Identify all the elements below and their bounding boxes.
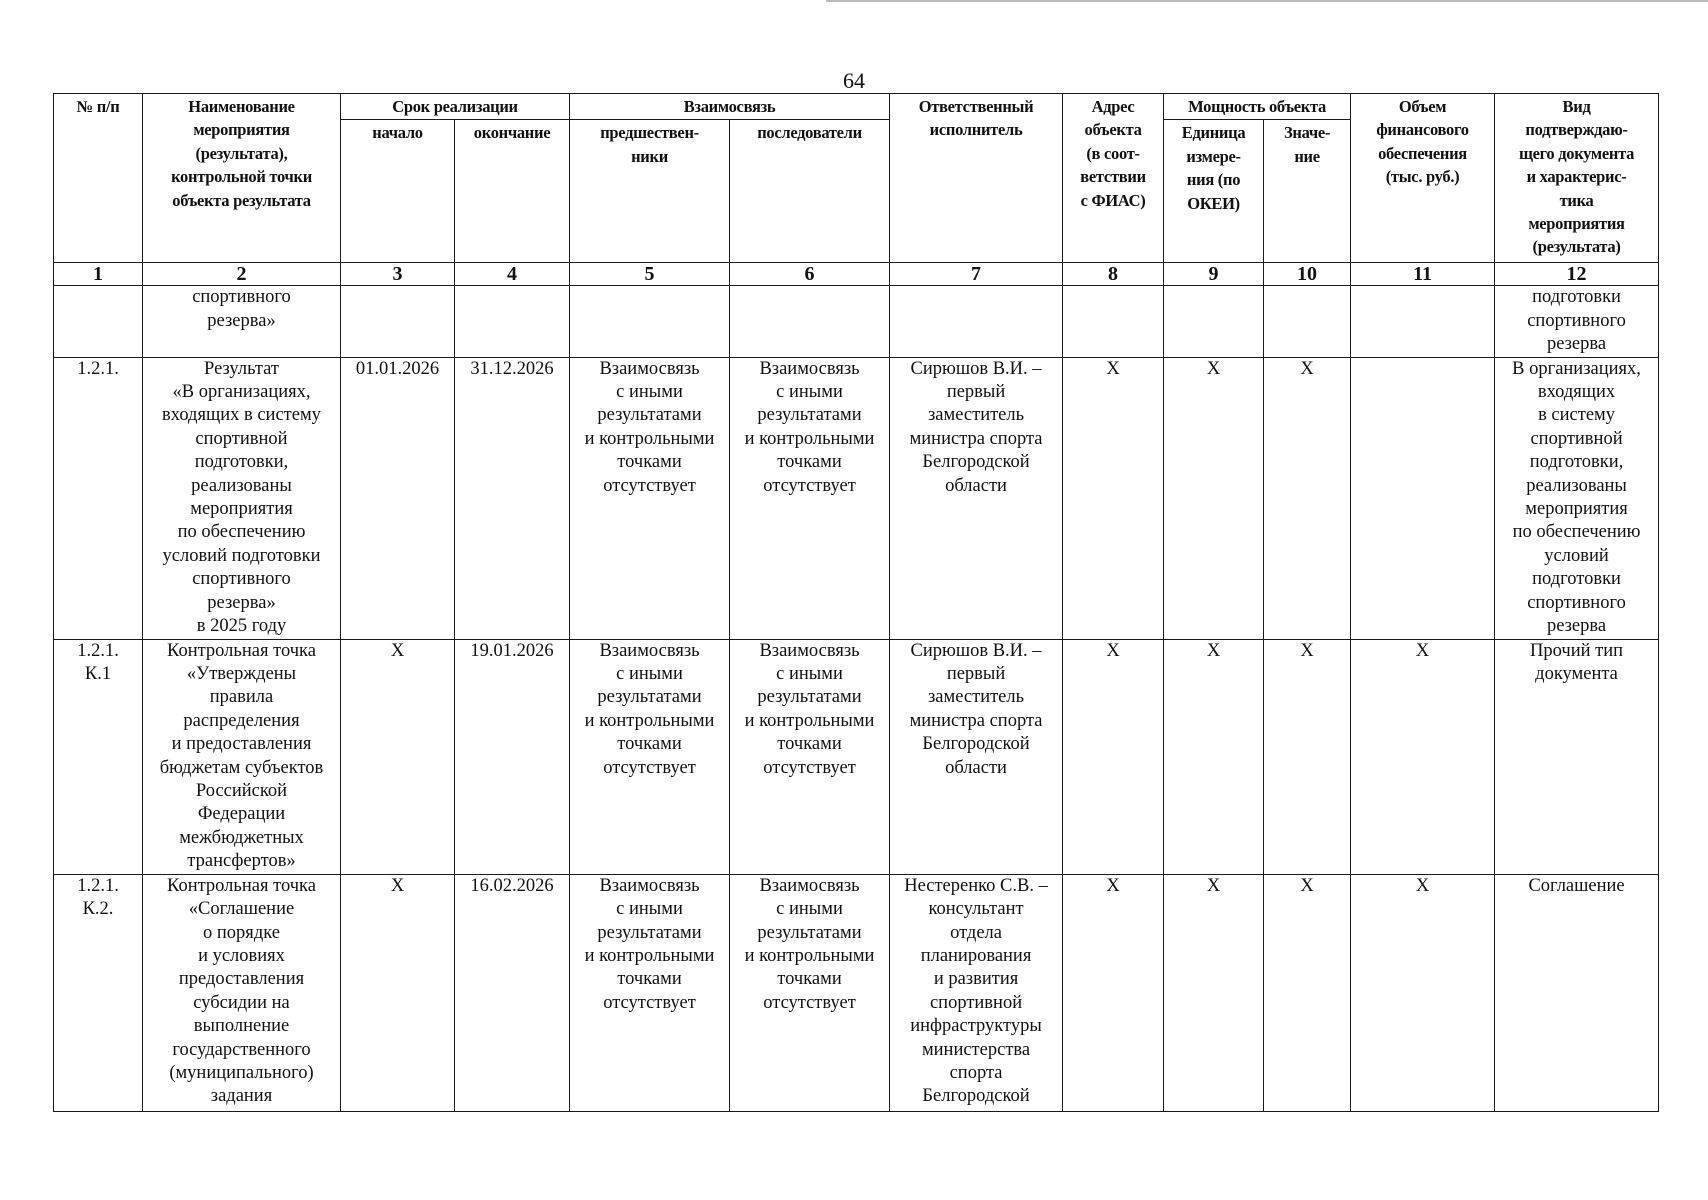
cell-line: условий подготовки (162, 545, 321, 566)
cell-line: Единица (1181, 123, 1246, 143)
cell-line: и предоставления (171, 734, 312, 755)
cell-line: выполнение (193, 1016, 290, 1037)
cell-line: предоставления (178, 969, 305, 990)
cell-line: Объем (1398, 97, 1447, 116)
cell-line: с иными (776, 664, 843, 685)
column-number: 8 (1063, 263, 1164, 286)
table-row (54, 357, 1659, 639)
cell-line: первый (946, 382, 1006, 403)
row-executor (890, 639, 1063, 874)
row-num (54, 357, 143, 639)
cell-line: бюджетам субъектов (159, 757, 324, 778)
header-finance (1351, 94, 1495, 263)
row-address: X (1063, 874, 1164, 1111)
row-address (1063, 286, 1164, 357)
cell-line: реализованы (191, 475, 292, 496)
header-value (1264, 120, 1351, 263)
cell-line: обеспечения (1378, 143, 1467, 163)
cell-line: (результата), (195, 143, 288, 163)
cell-line: области (945, 757, 1007, 778)
cell-line: (в соот- (1086, 143, 1140, 163)
cell-line: мероприятия (1528, 214, 1625, 234)
cell-line: спортивной (1530, 428, 1623, 449)
cell-line: с иными (776, 899, 843, 920)
row-executor (890, 357, 1063, 639)
cell-line: тика (1559, 190, 1594, 210)
cell-line: «Соглашение (188, 899, 295, 920)
cell-line: области (945, 475, 1007, 496)
cell-line: «Утверждены (186, 664, 297, 685)
cell-line: условий (1544, 545, 1609, 566)
cell-line: министра спорта (909, 428, 1043, 449)
cell-line: в систему (1538, 405, 1615, 426)
row-value: X (1264, 639, 1351, 874)
row-successors (730, 286, 890, 357)
row-doc (1495, 874, 1659, 1111)
table-row (54, 874, 1659, 1111)
cell-line: Адрес (1091, 97, 1135, 116)
header-num: № п/п (54, 94, 143, 263)
cell-line: Взаимосвязь (599, 640, 700, 661)
cell-line: в 2025 году (196, 616, 287, 637)
cell-line: точками (777, 969, 842, 990)
cell-line: ния (по (1186, 170, 1241, 190)
cell-line: ние (1294, 146, 1320, 166)
cell-line: Сирюшов В.И. – (910, 640, 1042, 661)
cell-line: результатами (597, 687, 702, 708)
cell-line: спортивного (1527, 310, 1626, 331)
row-unit (1164, 286, 1264, 357)
row-start: X (341, 874, 455, 1111)
header-executor (890, 94, 1063, 263)
column-number: 6 (730, 263, 890, 286)
row-name (143, 286, 341, 357)
column-numbers-row (54, 263, 1659, 286)
cell-line: субсидии на (193, 992, 290, 1013)
cell-line: спортивной (195, 428, 288, 449)
cell-line: «В организациях, (172, 382, 311, 403)
cell-line: государственного (172, 1039, 311, 1060)
cell-line: точками (777, 734, 842, 755)
cell-line: с ФИАС) (1080, 190, 1146, 210)
cell-line: мероприятия (190, 499, 293, 520)
cell-line: консультант (928, 899, 1024, 920)
cell-line: министра спорта (909, 710, 1043, 731)
row-executor (890, 874, 1063, 1111)
cell-line: К.1 (84, 664, 112, 685)
row-name (143, 357, 341, 639)
cell-line: 1.2.1. (77, 875, 119, 896)
cell-line: Соглашение (1528, 875, 1625, 896)
cell-line: спорта (949, 1062, 1003, 1083)
cell-line: и контрольными (584, 428, 715, 449)
row-num (54, 639, 143, 874)
cell-line: Белгородской (922, 452, 1030, 473)
row-end: 31.12.2026 (455, 357, 570, 639)
header-links: Взаимосвязь (570, 94, 890, 120)
table-row (54, 286, 1659, 357)
cell-line: и контрольными (584, 945, 715, 966)
cell-line: и контрольными (584, 710, 715, 731)
cell-line: Вид (1562, 97, 1591, 116)
row-successors (730, 874, 890, 1111)
page-number: 64 (843, 68, 865, 93)
cell-line: контрольной точки (171, 167, 312, 187)
cell-line: Взаимосвязь (759, 640, 860, 661)
cell-line: Контрольная точка (167, 875, 316, 896)
plan-table (53, 93, 1659, 1112)
cell-line: (муниципального) (169, 1062, 314, 1083)
row-start: 01.01.2026 (341, 357, 455, 639)
cell-line: мероприятия (1525, 499, 1628, 520)
cell-line: Контрольная точка (167, 640, 316, 661)
column-number: 1 (54, 263, 143, 286)
cell-line: Российской (195, 781, 288, 802)
cell-line: Результат (204, 358, 279, 379)
cell-line: 1.2.1. (77, 640, 119, 661)
cell-line: спортивной (929, 992, 1023, 1013)
cell-line: ОКЕИ) (1187, 193, 1240, 213)
cell-line: и условиях (198, 945, 285, 966)
row-unit: X (1164, 639, 1264, 874)
cell-line: первый (946, 664, 1006, 685)
cell-line: ветствии (1080, 167, 1146, 187)
cell-line: отсутствует (603, 475, 696, 496)
cell-line: с иными (616, 899, 683, 920)
row-predecessors (570, 357, 730, 639)
cell-line: исполнитель (929, 120, 1023, 140)
cell-line: измере- (1186, 146, 1241, 166)
header-address (1063, 94, 1164, 263)
cell-line: точками (777, 452, 842, 473)
cell-line: Взаимосвязь (599, 358, 700, 379)
row-finance (1351, 286, 1495, 357)
row-unit: X (1164, 874, 1264, 1111)
cell-line: входящих в систему (162, 405, 321, 426)
cell-line: спортивного (192, 287, 291, 308)
cell-line: инфраструктуры (910, 1016, 1042, 1037)
cell-line: спортивного (1527, 592, 1626, 613)
cell-line: министерства (921, 1039, 1031, 1060)
cell-line: объекта (1084, 120, 1142, 140)
cell-line: результатами (757, 405, 862, 426)
cell-line: отсутствует (603, 992, 696, 1013)
cell-line: подготовки, (1529, 452, 1624, 473)
header-period: Срок реализации (341, 94, 570, 120)
row-finance: X (1351, 639, 1495, 874)
row-num (54, 874, 143, 1111)
cell-line: спортивного (192, 569, 291, 590)
row-num (54, 286, 143, 357)
column-number: 12 (1495, 263, 1659, 286)
cell-line: ники (631, 146, 668, 166)
cell-line: щего документа (1519, 143, 1635, 163)
row-doc (1495, 286, 1659, 357)
cell-line: результатами (757, 922, 862, 943)
column-number: 10 (1264, 263, 1351, 286)
row-end: 16.02.2026 (455, 874, 570, 1111)
row-executor (890, 286, 1063, 357)
row-value: X (1264, 357, 1351, 639)
cell-line: результатами (597, 405, 702, 426)
cell-line: и контрольными (744, 945, 875, 966)
cell-line: резерва (1546, 334, 1607, 355)
row-address: X (1063, 357, 1164, 639)
header-successors: последователи (730, 120, 890, 263)
row-successors (730, 357, 890, 639)
row-value (1264, 286, 1351, 357)
row-predecessors (570, 639, 730, 874)
row-start (341, 286, 455, 357)
row-doc (1495, 639, 1659, 874)
cell-line: резерва» (207, 592, 276, 613)
cell-line: точками (617, 452, 682, 473)
cell-line: и контрольными (744, 710, 875, 731)
cell-line: предшествен- (600, 123, 699, 143)
cell-line: Федерации (197, 804, 286, 825)
row-name (143, 874, 341, 1111)
cell-line: задания (210, 1086, 273, 1107)
cell-line: документа (1535, 664, 1618, 685)
row-predecessors (570, 874, 730, 1111)
cell-line: отсутствует (763, 992, 856, 1013)
row-doc (1495, 357, 1659, 639)
cell-line: входящих (1537, 382, 1616, 403)
header-name (143, 94, 341, 263)
column-number: 7 (890, 263, 1063, 286)
cell-line: Прочий тип (1530, 640, 1624, 661)
column-number: 4 (455, 263, 570, 286)
header-end: окончание (455, 120, 570, 263)
cell-line: результатами (597, 922, 702, 943)
cell-line: резерва» (207, 310, 276, 331)
row-end (455, 286, 570, 357)
cell-line: правила (209, 687, 274, 708)
cell-line: и контрольными (744, 428, 875, 449)
top-rule (826, 0, 1708, 2)
cell-line: Белгородской (922, 1086, 1030, 1107)
cell-line: о порядке (203, 922, 280, 943)
cell-line: объекта результата (172, 190, 311, 210)
cell-line: подтверждаю- (1525, 120, 1628, 140)
cell-line: подготовки, (194, 452, 289, 473)
cell-line: отсутствует (603, 757, 696, 778)
cell-line: планирования (920, 945, 1032, 966)
cell-line: заместитель (928, 405, 1025, 426)
cell-line: мероприятия (193, 120, 290, 140)
header-predecessors (570, 120, 730, 263)
row-successors (730, 639, 890, 874)
cell-line: финансового (1376, 120, 1469, 140)
cell-line: по обеспечению (1512, 522, 1641, 543)
cell-line: (результата) (1532, 237, 1621, 257)
row-address: X (1063, 639, 1164, 874)
cell-line: трансфертов» (187, 851, 296, 872)
row-end: 19.01.2026 (455, 639, 570, 874)
cell-line: отсутствует (763, 475, 856, 496)
cell-line: распределения (183, 710, 300, 731)
cell-line: Наименование (188, 97, 295, 116)
cell-line: К.2. (82, 899, 114, 920)
cell-line: Значе- (1283, 123, 1331, 143)
cell-line: 1.2.1. (77, 358, 119, 379)
cell-line: В организациях, (1512, 358, 1641, 379)
cell-line: с иными (616, 664, 683, 685)
row-value: X (1264, 874, 1351, 1111)
cell-line: Взаимосвязь (759, 875, 860, 896)
column-number: 11 (1351, 263, 1495, 286)
cell-line: Взаимосвязь (759, 358, 860, 379)
cell-line: Ответственный (918, 97, 1034, 116)
table-row (54, 639, 1659, 874)
row-finance: X (1351, 874, 1495, 1111)
header-doc (1495, 94, 1659, 263)
cell-line: и характерис- (1526, 167, 1627, 187)
cell-line: отсутствует (763, 757, 856, 778)
row-predecessors (570, 286, 730, 357)
cell-line: подготовки (1532, 287, 1621, 308)
cell-line: точками (617, 734, 682, 755)
header-unit (1164, 120, 1264, 263)
cell-line: и развития (933, 969, 1019, 990)
cell-line: с иными (616, 382, 683, 403)
cell-line: межбюджетных (179, 827, 304, 848)
row-start: X (341, 639, 455, 874)
row-finance (1351, 357, 1495, 639)
column-number: 3 (341, 263, 455, 286)
column-number: 2 (143, 263, 341, 286)
column-number: 9 (1164, 263, 1264, 286)
row-name (143, 639, 341, 874)
cell-line: результатами (757, 687, 862, 708)
cell-line: Сирюшов В.И. – (910, 358, 1042, 379)
cell-line: подготовки (1532, 569, 1621, 590)
cell-line: точками (617, 969, 682, 990)
row-unit: X (1164, 357, 1264, 639)
cell-line: Нестеренко С.В. – (904, 875, 1048, 896)
cell-line: Белгородской (922, 734, 1030, 755)
cell-line: по обеспечению (177, 522, 306, 543)
cell-line: реализованы (1526, 475, 1627, 496)
header-capacity: Мощность объекта (1164, 94, 1351, 120)
cell-line: с иными (776, 382, 843, 403)
cell-line: отдела (950, 922, 1002, 943)
cell-line: Взаимосвязь (599, 875, 700, 896)
column-number: 5 (570, 263, 730, 286)
cell-line: заместитель (928, 687, 1025, 708)
cell-line: (тыс. руб.) (1385, 167, 1460, 187)
header-start: начало (341, 120, 455, 263)
cell-line: резерва (1546, 616, 1607, 637)
